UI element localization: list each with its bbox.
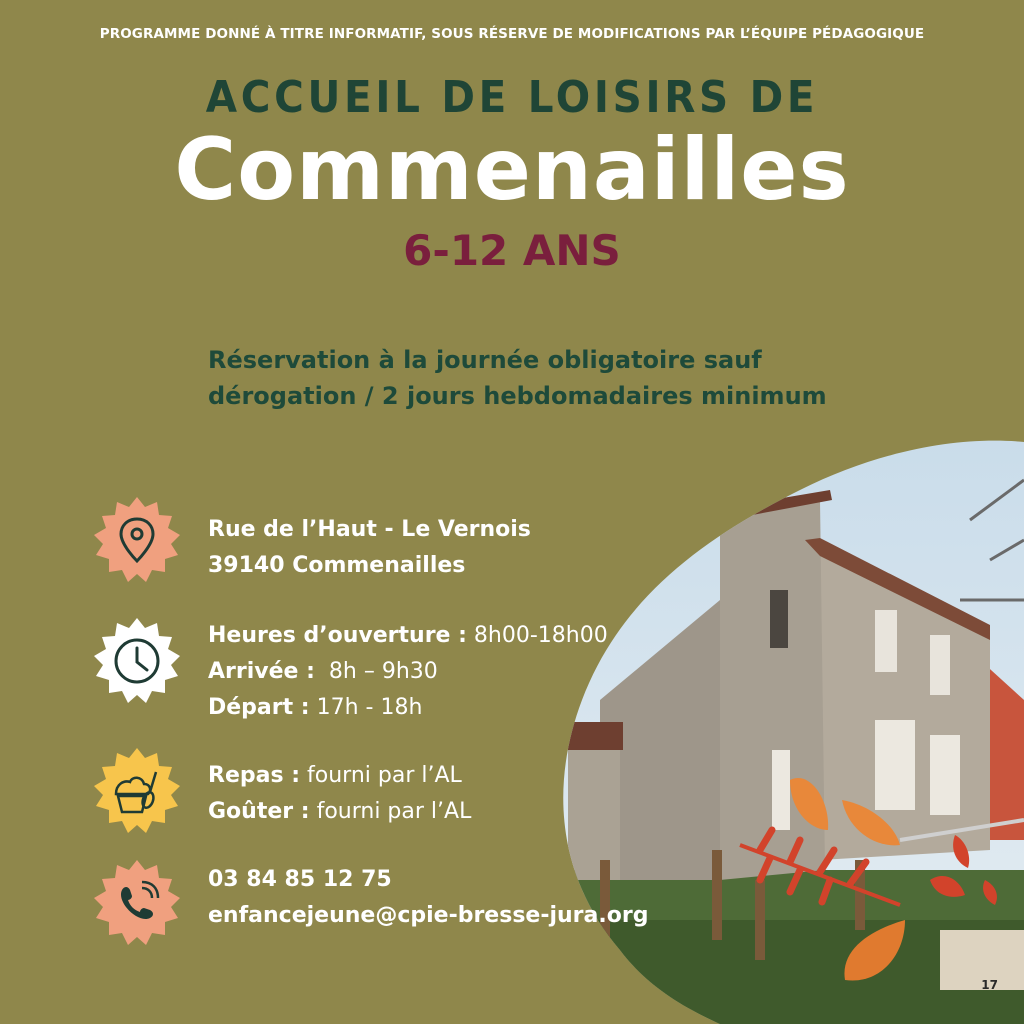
reservation-notice <box>208 342 968 414</box>
opening-hours-label: Heures d’ouverture : <box>208 623 467 648</box>
opening-hours-row <box>208 618 608 654</box>
title-accueil: ACCUEIL DE LOISIRS DE <box>205 72 819 123</box>
snack-label: Goûter : <box>208 799 310 824</box>
arrival-value: 8h – 9h30 <box>328 659 438 684</box>
opening-hours-value: 8h00-18h00 <box>473 623 608 648</box>
arrival-label: Arrivée : <box>208 659 315 684</box>
snack-value: fourni par l’AL <box>316 799 472 824</box>
address-line-2: 39140 Commenailles <box>208 553 466 578</box>
title-age-range: 6-12 ANS <box>403 226 621 275</box>
departure-value: 17h - 18h <box>316 695 423 720</box>
lunch-row <box>208 758 471 794</box>
arrival-row <box>208 654 608 690</box>
cupcake-icon <box>94 748 180 834</box>
hours-block <box>208 618 608 726</box>
snack-row <box>208 794 471 830</box>
disclaimer-banner: PROGRAMME DONNÉ À TITRE INFORMATIF, SOUS RÉSERVE DE MODIFICATIONS PAR L’ÉQUIPE PÉDAGOGIQUE <box>99 26 925 42</box>
departure-label: Départ : <box>208 695 310 720</box>
location-pin-icon <box>94 497 180 583</box>
reservation-line-1: Réservation à la journée obligatoire sauf <box>208 346 762 374</box>
title-commenailles: Commenailles <box>174 120 850 220</box>
address-block <box>208 512 531 584</box>
reservation-line-2: dérogation / 2 jours hebdomadaires minimum <box>208 382 827 410</box>
phone-icon <box>94 860 180 946</box>
address-line-1: Rue de l’Haut - Le Vernois <box>208 517 531 542</box>
lunch-value: fourni par l’AL <box>307 763 462 788</box>
email-link[interactable]: enfancejeune@cpie-bresse-jura.org <box>208 903 649 928</box>
page-number: 17 <box>981 978 998 992</box>
clock-icon <box>94 618 180 704</box>
phone-number[interactable]: 03 84 85 12 75 <box>208 867 392 892</box>
contact-block <box>208 862 648 934</box>
departure-row <box>208 690 608 726</box>
lunch-label: Repas : <box>208 763 301 788</box>
meals-block <box>208 758 471 830</box>
